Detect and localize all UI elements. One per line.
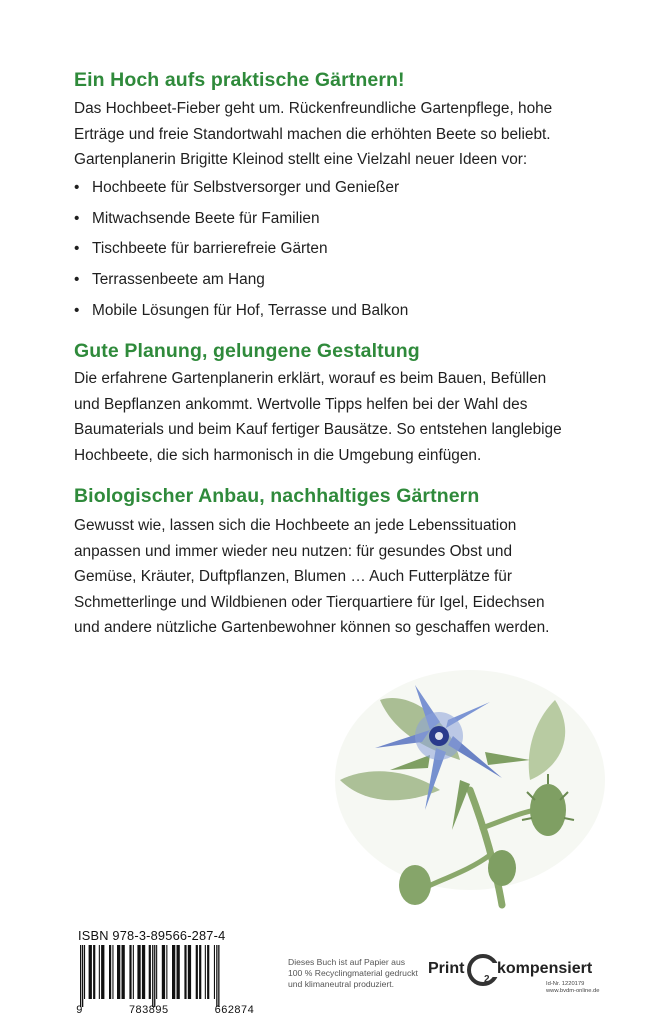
flower-bud [399,865,431,905]
co2-mark-icon [467,953,499,987]
bullet-icon: • [74,209,80,227]
section-3-paragraph [74,513,604,641]
barcode-bar [184,945,186,999]
list-item [74,206,408,237]
list-item [74,267,408,298]
text-line: und andere nützliche Gartenbewohner können so geschaffen werden. [74,619,550,637]
bullet-icon: • [74,301,80,319]
logo-url: www.bvdm-online.de [546,988,600,994]
barcode-bar [207,945,209,999]
barcode-digit-group: 9 [76,1005,83,1017]
barcode-bar [177,945,180,999]
text-line: Gewusst wie, lassen sich die Hochbeete an jede Lebenssituation [74,517,517,534]
borage-flower-illustration [320,660,620,910]
section-1-paragraph [74,96,604,173]
recycling-note-line: und klimaneutral produziert. [288,979,395,989]
text-line: anpassen und immer wieder neu nutzen: für gesundes Obst und [74,542,513,560]
section-1-heading: Ein Hoch aufs praktische Gärtnern! [74,69,405,91]
text-line: Erträge und freie Standortwahl machen die erhöhten Beete so beliebt. [74,125,551,143]
text-line: Hochbeete, die sich harmonisch in die Umgebung einfügen. [74,446,482,464]
barcode-bar [162,945,165,999]
list-item-text: Hochbeete für Selbstversorger und Genießer [92,179,400,196]
flower-center-highlight [435,732,443,740]
text-line: Gemüse, Kräuter, Duftpflanzen, Blumen … Auch Futterplätze für [74,568,512,586]
barcode-digit-group: 662874 [214,1005,254,1017]
kompensiert-logo-word: kompensiert [497,960,593,977]
barcode-bar [93,945,95,999]
barcode-bar [166,945,167,999]
print-logo-word: Print [428,960,465,977]
barcode-guard-bar [80,945,81,1007]
barcode-bar [101,945,104,999]
list-item [74,298,408,329]
barcode-bar [188,945,191,999]
isbn-text: ISBN 978-3-89566-287-4 [78,928,226,943]
barcode-bar [122,945,125,999]
list-item-text: Terrassenbeete am Hang [92,271,265,289]
barcode-guard-bar [154,945,155,1007]
bullet-icon: • [74,271,80,289]
barcode-bar [172,945,175,999]
barcode-bar [117,945,120,999]
list-item [74,175,408,206]
recycling-note-line: Dieses Buch ist auf Papier aus [288,957,406,967]
barcode-bar [205,945,206,999]
barcode-guard-bar [216,945,217,1007]
barcode-bar [84,945,85,999]
list-item-text: Tischbeete für barrierefreie Gärten [92,240,328,258]
barcode-digit-group: 783895 [128,1005,169,1017]
barcode-guard-bar [82,945,83,1007]
barcode-bar [137,945,140,999]
text-line: Baumaterials und beim Kauf fertiger Bausätze. So entstehen langlebige [74,421,562,439]
barcode-guard-bar [218,945,219,1007]
list-item-text: Mobile Lösungen für Hof, Terrasse und Balkon [92,301,409,319]
barcode-digits [76,1005,254,1017]
text-line: Das Hochbeet-Fieber geht um. Rückenfreundliche Gartenpflege, hohe [74,100,553,117]
bullet-icon: • [74,240,80,258]
recycling-note [288,957,423,990]
logo-id-number [546,981,600,995]
bullet-icon: • [74,179,80,196]
barcode-bar [109,945,111,999]
feature-list [74,175,408,328]
barcode-bar [149,945,151,999]
barcode-bar [99,945,100,999]
barcode-bar [112,945,113,999]
list-item-text: Mitwachsende Beete für Familien [92,209,320,227]
section-2-paragraph [74,366,604,468]
barcode-bar [214,945,215,999]
barcode-bar [129,945,131,999]
barcode-guard-bar [152,945,153,1007]
barcode-bar [89,945,92,999]
text-line: Die erfahrene Gartenplanerin erklärt, worauf es beim Bauen, Befüllen [74,370,547,387]
recycling-note-line: 100 % Recyclingmaterial gedruckt [288,968,418,978]
barcode-bar [133,945,134,999]
section-3-heading: Biologischer Anbau, nachhaltiges Gärtnern [74,485,480,507]
barcode-bar [142,945,145,999]
section-2-heading: Gute Planung, gelungene Gestaltung [74,340,420,362]
barcode-bar [156,945,157,999]
flower-bud [488,850,516,886]
flower-bud [530,784,566,836]
logo-id-line: Id-Nr. 1220179 [546,981,585,987]
barcode-bar [196,945,198,999]
barcode-icon [76,945,254,1007]
text-line: Schmetterlinge und Wildbienen oder Tierquartiere für Igel, Eidechsen [74,593,545,611]
barcode-bar [199,945,201,999]
text-line: Gartenplanerin Brigitte Kleinod stellt eine Vielzahl neuer Ideen vor: [74,151,528,169]
list-item [74,236,408,267]
text-line: und Bepflanzen ankommt. Wertvolle Tipps helfen bei der Wahl des [74,395,528,413]
co2-subscript: 2 [484,974,490,985]
